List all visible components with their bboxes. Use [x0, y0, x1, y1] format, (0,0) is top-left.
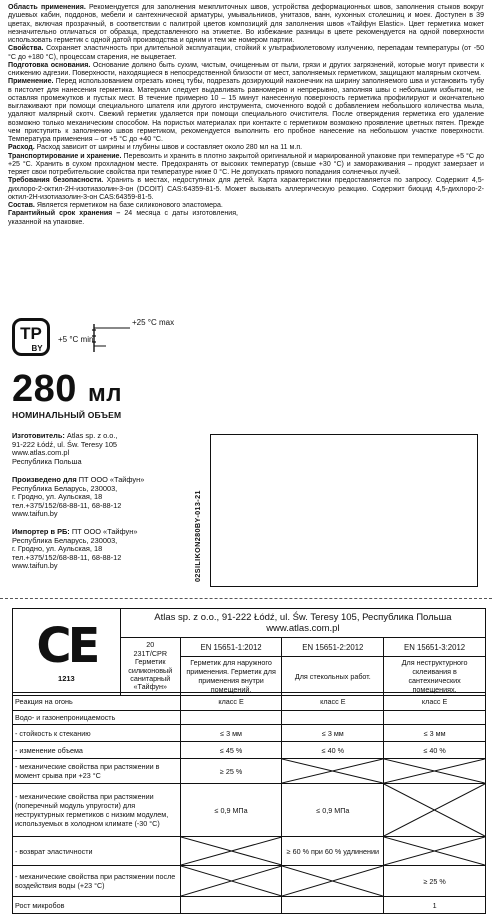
- manufacturer-address: 91-222 Łódź, ul. Św. Teresy 105: [12, 439, 118, 449]
- performance-value: ≤ 40 %: [282, 742, 384, 759]
- svg-text:TP: TP: [20, 324, 42, 343]
- performance-rows-table: [12, 692, 486, 914]
- preparation-text: Основание должно быть сухим, чистым, очищенным от пыли, грязи и других загрязнений, которые могут привести к снижению адгезии. Поверхности, находящиеся в непосредственной близости от мест, заполняемых герметиком, защищают малярным скотчем.: [8, 61, 484, 77]
- not-applicable-cell: [282, 759, 384, 784]
- importer-info: [12, 528, 212, 571]
- performance-value: [282, 711, 384, 725]
- storage-text: Перевозить и хранить в плотно закрытой оригинальной и маркированной упаковке при температуре +5 °С до +25 °С. Хранить в сухом прохладном месте. Предохранять от высоких температур (свыше +30 °С) и замораживания – продукт замерзает и теряет свои потребительские свойства при температуре ниже 0 °С. Не допускать прямого попадания солнечных лучей.: [8, 152, 484, 176]
- scope-heading: Область применения.: [8, 4, 86, 11]
- purpose-2: Для стекольных работ.: [282, 657, 384, 696]
- properties-paragraph: [8, 45, 484, 62]
- safety-text: Хранить в местах, недоступных для детей. Карта характеристики предоставляется по запросу. Содержит 4,5-дихлоро-2-октил-2Н-изотиазолин-3-он (DCOIT) CAS:64359-81-5. Может вызывать аллергическую реакцию. Содержит биоцид 4,5-дихлоро-2-октил-2Н-изотиазолин-3-он CAS:64359-81-5.: [8, 177, 484, 201]
- manufacturer-website: www.atlas.com.pl: [12, 448, 70, 458]
- performance-characteristic: - стойкость к стеканию: [13, 725, 181, 742]
- producer-address-line: Республика Беларусь, 230003,: [12, 483, 118, 493]
- performance-value: ≤ 3 мм: [180, 725, 282, 742]
- composition-paragraph: [8, 202, 238, 210]
- performance-value: ≤ 0,9 МПа: [180, 784, 282, 837]
- performance-value: ≤ 40 %: [384, 742, 486, 759]
- product-code: 02SILIKON280BY-013-21: [193, 490, 202, 582]
- certification-icons: [12, 318, 212, 364]
- warranty-paragraph: [8, 210, 238, 227]
- volume-value: 280: [12, 368, 77, 410]
- safety-heading: Требования безопасности.: [8, 177, 104, 185]
- not-applicable-cell: [384, 759, 486, 784]
- scope-paragraph: [8, 4, 484, 45]
- performance-characteristic: - механические свойства при растяжении (поперечный модуль упругости) для неструктурных герметиков с низким модулем, используемых в холодном климате (-30 °С): [13, 784, 181, 837]
- consumption-text: Расход зависит от ширины и глубины швов и составляет около 280 мл на 11 м.п.: [36, 144, 303, 152]
- performance-characteristic: - механические свойства при растяжении после воздействия воды (+23 °С): [13, 866, 181, 897]
- ce-mark-cell: [13, 609, 121, 696]
- max-temperature-label: +25 °C max: [132, 318, 175, 327]
- performance-row: [13, 693, 486, 711]
- batch-info-box: [210, 434, 478, 587]
- producer-address-line: г. Гродно, ул. Аульская, 18: [12, 492, 103, 502]
- product-description: [8, 4, 484, 227]
- performance-row: [13, 837, 486, 866]
- performance-row: [13, 759, 486, 784]
- performance-value: класс E: [282, 693, 384, 711]
- performance-value: [384, 711, 486, 725]
- importer-website: www.taifun.by: [12, 561, 58, 571]
- application-heading: Применение.: [8, 78, 54, 86]
- consumption-heading: Расход.: [8, 144, 35, 152]
- product-info-line: 231T/CPR: [133, 648, 168, 658]
- safety-paragraph: [8, 177, 484, 202]
- producer-name: ПТ ООО «Тайфун»: [78, 475, 145, 484]
- declaration-of-performance-table: [12, 608, 486, 696]
- manufacturer-line: Atlas sp. z o.o.,: [66, 431, 118, 440]
- performance-characteristic: Рост микробов: [13, 897, 181, 914]
- preparation-heading: Подготовка основания.: [8, 61, 91, 69]
- performance-row: [13, 897, 486, 914]
- divider: [0, 598, 492, 599]
- volume-unit: мл: [87, 380, 122, 407]
- properties-text: Сохраняет эластичность при длительной эксплуатации, стойкий к ультрафиолетовому излучению, перепадам температуры (от -50 °С до +180 °С), процессам старения, не выцветает.: [8, 45, 484, 61]
- standard-3: EN 15651-3:2012: [384, 638, 486, 657]
- warranty-text: 24 месяца с даты изготовления, указанной на упаковке.: [8, 210, 238, 226]
- product-info-line: силиконовый: [128, 665, 173, 675]
- storage-paragraph: [8, 153, 484, 178]
- performance-row: [13, 725, 486, 742]
- ce-notified-body-number: 1213: [58, 673, 75, 683]
- purpose-1: Герметик для наружного применения. Герметик для применения внутри помещений.: [180, 657, 282, 696]
- product-info-line: Герметик: [134, 657, 166, 667]
- company-cell: [120, 609, 485, 638]
- purpose-3: Для неструктурного склеивания в сантехнических помещениях.: [384, 657, 486, 696]
- performance-row: [13, 742, 486, 759]
- product-info-cell: [120, 638, 180, 696]
- storage-heading: Транспортирование и хранение.: [8, 152, 122, 160]
- application-paragraph: [8, 78, 484, 144]
- performance-characteristic: - изменение объема: [13, 742, 181, 759]
- performance-characteristic: Водо- и газонепроницаемость: [13, 711, 181, 725]
- not-applicable-cell: [384, 784, 486, 837]
- manufacturer-info: [12, 432, 212, 466]
- performance-value: ≤ 45 %: [180, 742, 282, 759]
- scope-text: Рекомендуется для заполнения межплиточных швов, устройства деформационных швов, заполнения стыков вокруг душевых кабин, поддонов, мебели и сантехнической арматуры, умывальников, унитазов, ванн, кухонных столешниц и моек. Доступен в 39 цветах, включая прозрачный, в соответствии с палитрой цветов композиций для заполнения швов «Тайфун Elastic». Цвет герметика может незначительно отличаться от образца, представленного на этикетке. Во избежание разницы в цвете рекомендуется на одной поверхности использовать герметик с одной датой производства и одним и тем же номером партии.: [8, 4, 484, 44]
- composition-heading: Состав.: [8, 202, 35, 209]
- performance-value: [282, 897, 384, 914]
- application-text: Перед использованием отрезать конец тубы, подрезать дозирующий наконечник на ширину заполняемого шва и установить тубу в пистолет для нанесения герметика. Материал следует выдавливать равномерно и непрерывно, заполняя швы с небольшим избытком, не оставляя промежутков и пустых мест. В течение примерно 10 – 15 минут нанесенную поверхность герметика профилируют и окончательно выглаживают при помощи специального шпателя или другого инструмента, смоченного водой с добавлением небольшого количества мыла, удаляют малярный скотч. Свежий герметик удаляется при помощи специального очистителя. После отверждения герметика его удаление возможно только механическим способом. На пористых материалах при контакте с герметиком возможно проявление цветных пятен. Прежде чем приступить к заполнению швов герметиком, рекомендуется выполнить его пробное нанесение на небольшом участке поверхности. Температура применения – от +5 °С до +40 °С.: [8, 78, 484, 143]
- importer-address-line: Республика Беларусь, 230003,: [12, 535, 118, 545]
- importer-label: Импортер в РБ:: [12, 527, 70, 536]
- company-address: Atlas sp. z o.o., 91-222 Łódź, ul. Św. Teresy 105, Республика Польша: [154, 612, 452, 623]
- not-applicable-cell: [180, 837, 282, 866]
- importer-address-line: г. Гродно, ул. Аульская, 18: [12, 544, 103, 554]
- producer-label: Произведено для: [12, 475, 77, 484]
- composition-text: Является герметиком на базе силиконового эластомера.: [36, 202, 223, 209]
- product-info-line: 20: [146, 640, 155, 650]
- preparation-paragraph: [8, 62, 484, 79]
- min-temperature-label: +5 °C min: [58, 335, 94, 344]
- producer-phone: тел.+375/152/68-88-11, 68-88-12: [12, 500, 122, 510]
- performance-value: ≥ 25 %: [384, 866, 486, 897]
- performance-row: [13, 784, 486, 837]
- importer-name: ПТ ООО «Тайфун»: [71, 527, 138, 536]
- performance-value: класс E: [384, 693, 486, 711]
- performance-value: ≤ 3 мм: [282, 725, 384, 742]
- table-header-row: [13, 609, 486, 638]
- producer-info: [12, 476, 212, 519]
- properties-heading: Свойства.: [8, 45, 44, 53]
- performance-value: ≥ 25 %: [180, 759, 282, 784]
- performance-rows: [13, 693, 486, 914]
- performance-value: ≤ 0,9 МПа: [282, 784, 384, 837]
- product-info-line: санитарный: [130, 673, 171, 683]
- temperature-range-icon: [92, 322, 132, 354]
- performance-row: [13, 711, 486, 725]
- not-applicable-cell: [384, 837, 486, 866]
- performance-characteristic: - возврат эластичности: [13, 837, 181, 866]
- manufacturer-country: Республика Польша: [12, 456, 82, 466]
- performance-value: класс E: [180, 693, 282, 711]
- nominal-volume: [12, 368, 122, 415]
- not-applicable-cell: [180, 866, 282, 897]
- performance-characteristic: - механические свойства при растяжении в момент срыва при +23 °С: [13, 759, 181, 784]
- consumption-paragraph: [8, 144, 484, 152]
- tp-by-conformity-icon: [12, 318, 50, 356]
- standard-1: EN 15651-1:2012: [180, 638, 282, 657]
- manufacturer-label: Изготовитель:: [12, 431, 65, 440]
- product-info-line: «Тайфун»: [133, 682, 167, 692]
- ce-mark: CE: [36, 617, 97, 674]
- performance-value: [180, 897, 282, 914]
- not-applicable-cell: [282, 866, 384, 897]
- nominal-volume-label: НОМИНАЛЬНЫЙ ОБЪЕМ: [12, 410, 122, 420]
- performance-value: ≤ 3 мм: [384, 725, 486, 742]
- importer-phone: тел.+375/152/68-88-11, 68-88-12: [12, 552, 122, 562]
- warranty-heading: Гарантийный срок хранения –: [8, 210, 121, 218]
- performance-characteristic: Реакция на огонь: [13, 693, 181, 711]
- producer-website: www.taifun.by: [12, 509, 58, 519]
- performance-value: 1: [384, 897, 486, 914]
- performance-value: ≥ 60 % при 60 % удлинении: [282, 837, 384, 866]
- standard-2: EN 15651-2:2012: [282, 638, 384, 657]
- svg-text:BY: BY: [31, 344, 43, 353]
- performance-value: [180, 711, 282, 725]
- company-website: www.atlas.com.pl: [266, 623, 340, 634]
- performance-row: [13, 866, 486, 897]
